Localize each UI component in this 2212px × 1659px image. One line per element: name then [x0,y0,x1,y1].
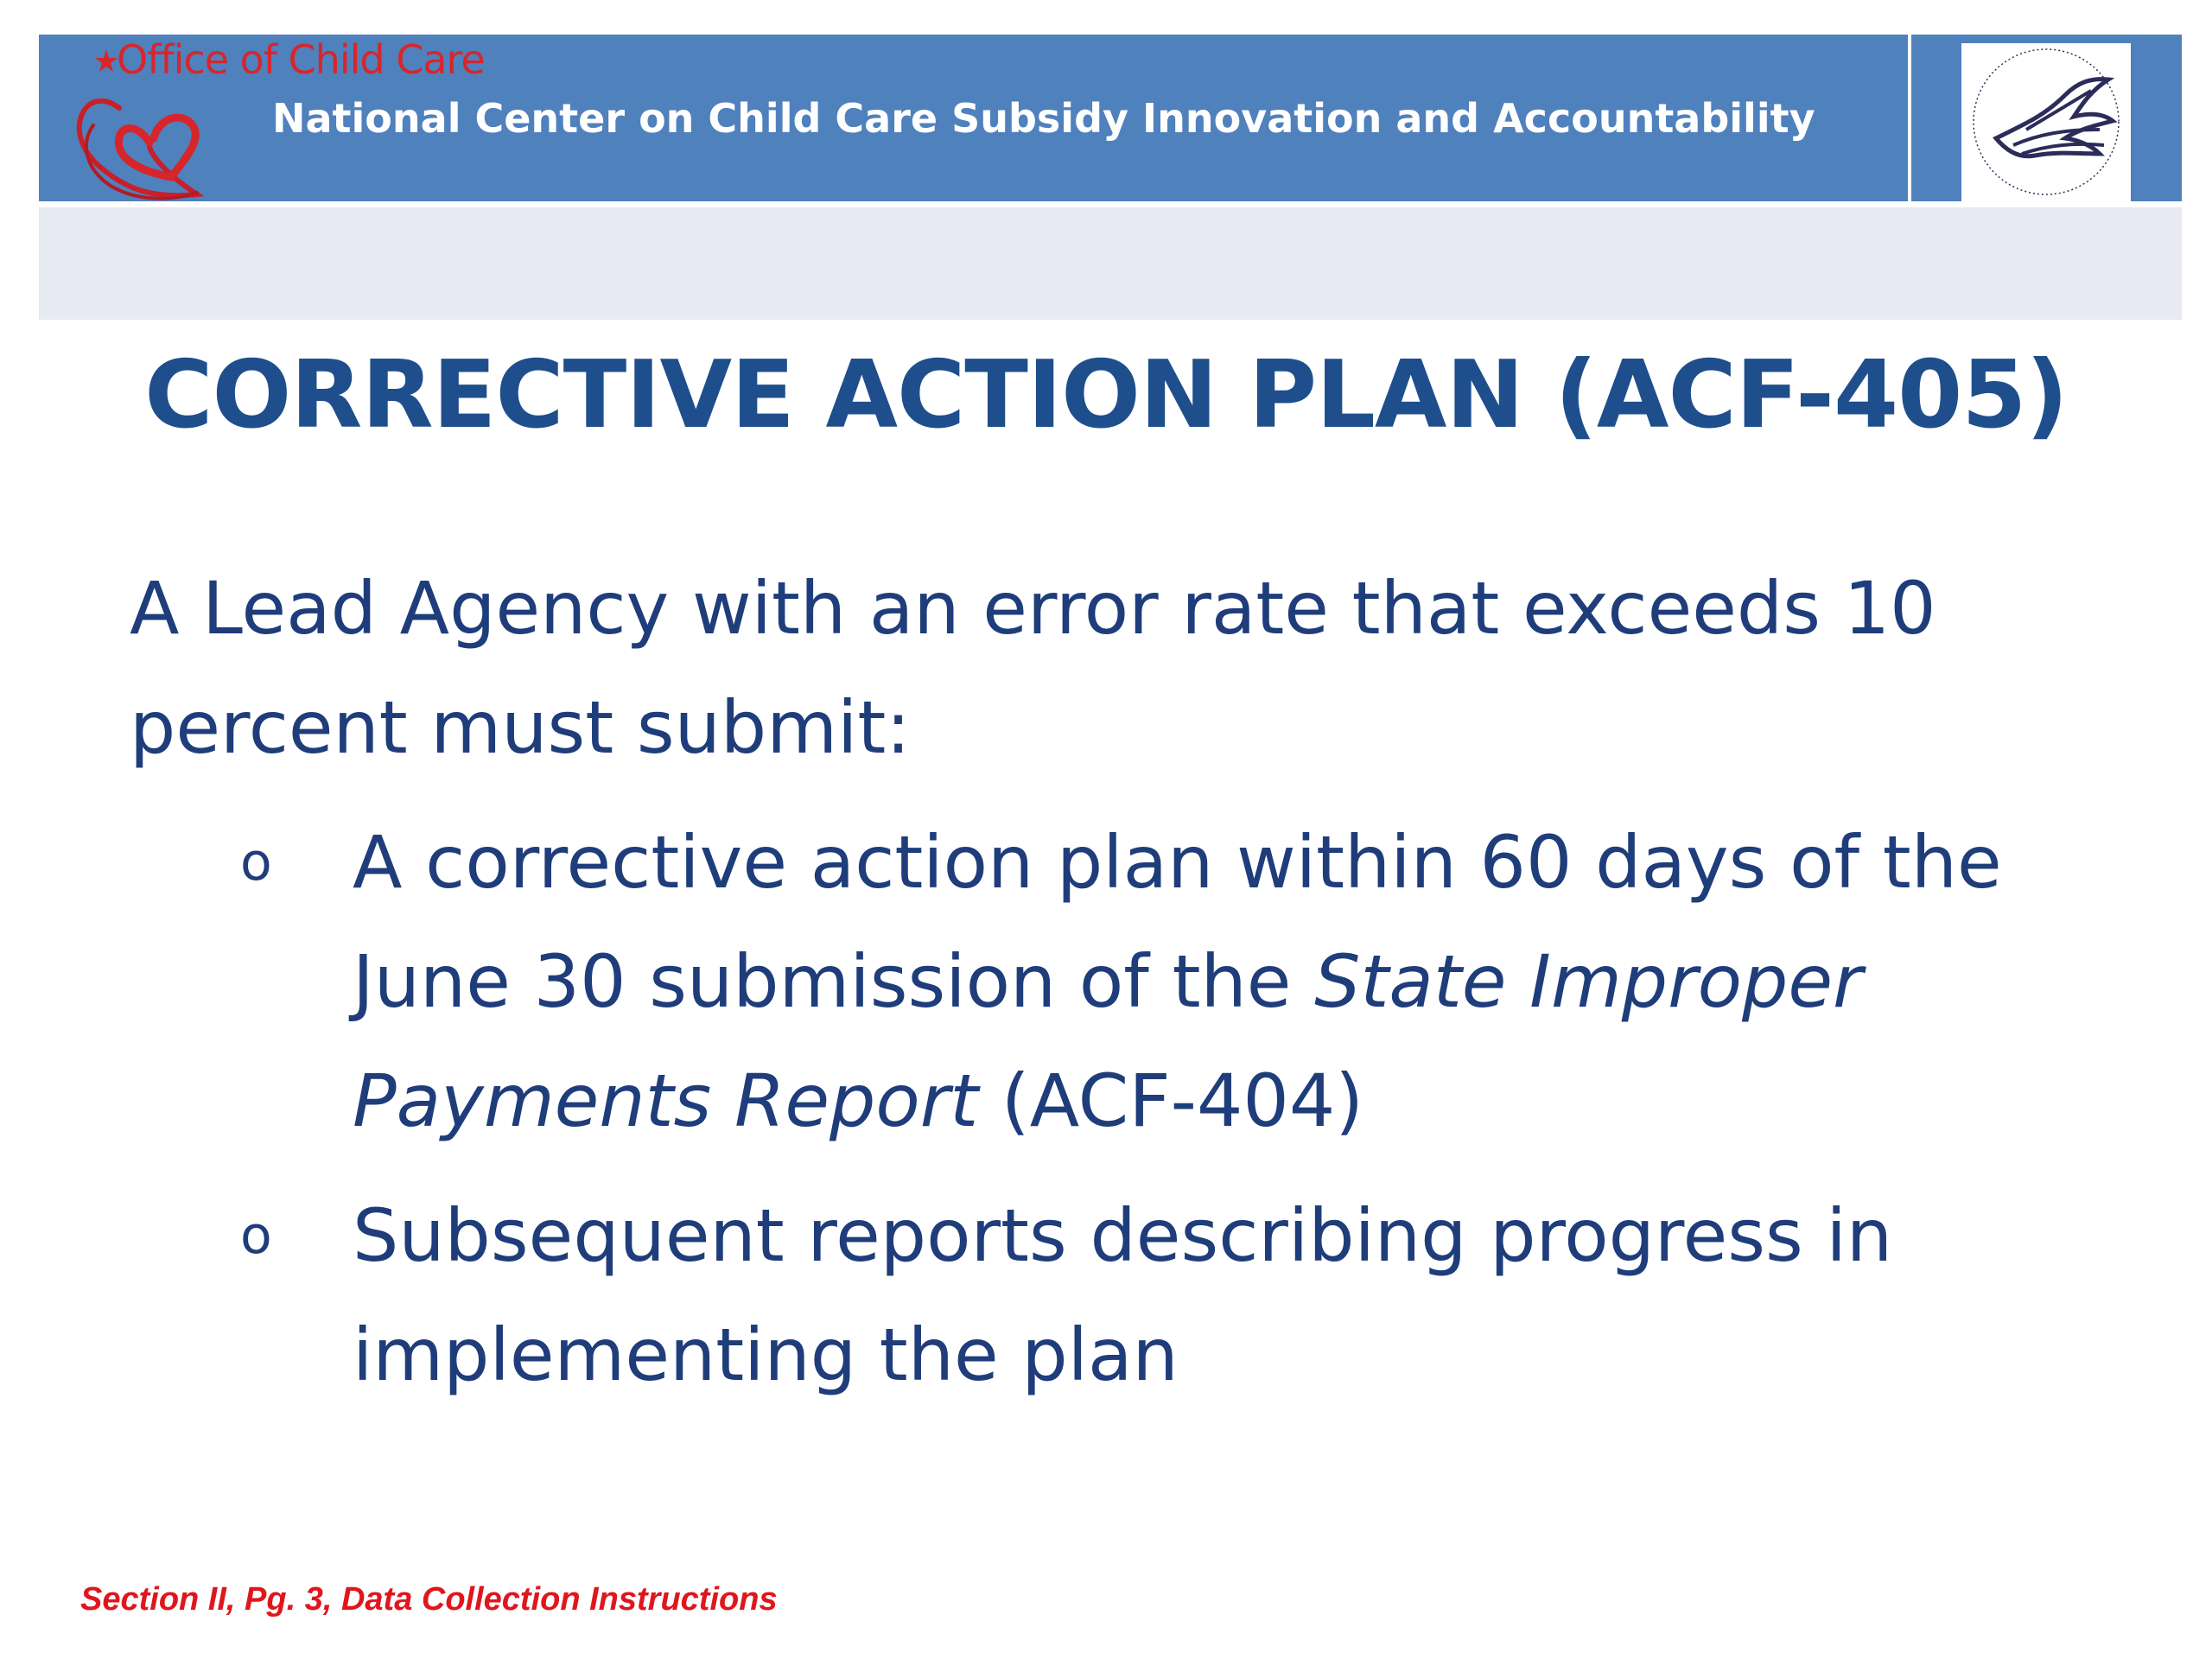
list-item [130,1176,2065,1414]
report-title: State Improper Payments Report [353,939,1863,1143]
bullet-text: A corrective action plan within 60 days of the June 30 submission of the [353,820,2002,1024]
hhs-eagle-seal-icon [1961,43,2131,201]
slide-title: CORRECTIVE ACTION PLAN (ACF-405) [144,341,2068,449]
list-item [130,803,2065,1160]
bullet-list [130,803,2065,1414]
intro-paragraph: A Lead Agency with an error rate that exceeds 10 percent must submit: [130,566,1936,770]
office-of-child-care-logo-text: Office of Child Care [117,36,485,83]
center-name: National Center on Child Care Subsidy Innovation and Accountability [272,95,1815,142]
bullet-text-suffix: (ACF-404) [978,1058,1364,1143]
circle-bullet-icon: o [240,832,272,893]
bullet-text: Subsequent reports describing progress in implementing the plan [353,1193,1893,1397]
footer-citation: Section II, Pg. 3, Data Collection Instructions [80,1581,778,1618]
heart-logo-icon [67,73,223,203]
star-icon [93,48,119,73]
header-divider [1908,35,1911,201]
subheader-band [39,207,2182,320]
circle-bullet-icon: o [240,1205,272,1266]
slide-body [130,549,2065,1430]
